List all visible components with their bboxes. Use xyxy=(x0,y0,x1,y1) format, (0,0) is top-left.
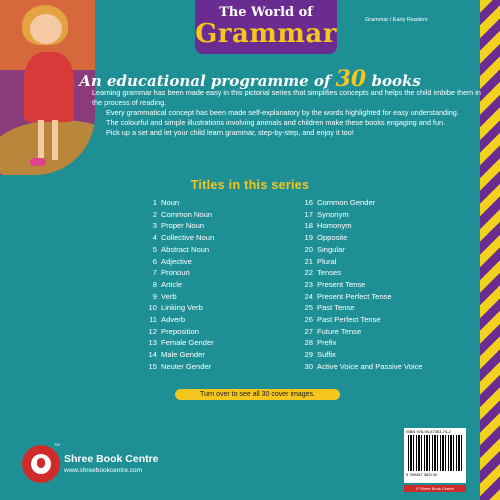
girl-face xyxy=(30,14,62,44)
series-title-item xyxy=(144,256,214,268)
series-title-item xyxy=(144,326,214,338)
title-name: Verb xyxy=(161,291,177,301)
intro-paragraph: The colourful and simple illustrations involving animals and children make these books engaging and fun. xyxy=(106,118,446,127)
title-number: 29 xyxy=(304,350,313,360)
title-number: 20 xyxy=(304,244,313,254)
intro-text xyxy=(92,88,482,138)
title-number: 23 xyxy=(304,279,313,289)
title-number: 4 xyxy=(152,233,157,243)
logo-figure xyxy=(37,458,45,468)
title-number: 17 xyxy=(304,209,313,219)
title-number: 26 xyxy=(304,315,313,325)
series-title-item xyxy=(300,244,423,256)
series-title-item xyxy=(144,279,214,291)
trademark-mark: TM xyxy=(54,442,60,447)
series-title-item xyxy=(300,314,423,326)
series-title-item xyxy=(300,220,423,232)
title-number: 11 xyxy=(149,315,157,325)
title-name: Common Noun xyxy=(161,209,213,219)
banner-line2: Grammar xyxy=(195,19,337,49)
illustration-ground xyxy=(0,120,95,175)
title-name: Neuter Gender xyxy=(161,361,212,371)
title-number: 16 xyxy=(304,198,313,207)
girl-legs xyxy=(38,120,44,160)
copyright-label: © Shree Book Centre xyxy=(404,485,466,492)
title-name: Homonym xyxy=(317,221,352,231)
series-title-item xyxy=(300,326,423,338)
title-name: Abstract Noun xyxy=(161,244,210,254)
title-number: 10 xyxy=(148,303,157,313)
title-name: Singular xyxy=(317,244,345,254)
title-number: 2 xyxy=(152,209,157,219)
title-name: Noun xyxy=(161,198,180,207)
title-name: Active Voice and Passive Voice xyxy=(317,361,423,371)
barcode-bars xyxy=(408,435,462,471)
title-number: 13 xyxy=(148,338,157,348)
title-name: Present Tense xyxy=(317,279,366,289)
title-number: 6 xyxy=(152,256,157,266)
isbn-text: ISBN 978-93-87363-74-2 xyxy=(406,429,451,434)
series-title-item xyxy=(144,337,214,349)
title-number: 15 xyxy=(148,361,157,371)
title-name: Prefix xyxy=(317,338,337,348)
series-title-item xyxy=(300,197,423,209)
series-title-item xyxy=(144,314,214,326)
series-title-item xyxy=(300,232,423,244)
headline-after: books xyxy=(366,72,421,90)
series-title-item xyxy=(144,197,214,209)
girl-shoe xyxy=(30,158,46,166)
title-number: 7 xyxy=(152,268,157,278)
series-title-item xyxy=(144,361,214,373)
title-name: Collective Noun xyxy=(161,233,215,243)
title-name: Suffix xyxy=(317,350,336,360)
series-title-item xyxy=(300,267,423,279)
banner-line1: The World of xyxy=(219,5,313,20)
title-number: 5 xyxy=(152,244,157,254)
series-title-item xyxy=(144,349,214,361)
title-number: 8 xyxy=(152,279,157,289)
title-name: Opposite xyxy=(317,233,348,243)
headline-number: 30 xyxy=(335,66,367,92)
title-number: 27 xyxy=(304,326,313,336)
series-title-item xyxy=(144,302,214,314)
intro-paragraph: Every grammatical concept has been made self-explanatory by the words highlighted for easy understanding. xyxy=(106,108,459,117)
title-number: 9 xyxy=(152,291,157,301)
series-title-item xyxy=(300,302,423,314)
series-title-item xyxy=(144,291,214,303)
publisher-name: Shree Book Centre xyxy=(64,453,159,465)
series-title-item xyxy=(300,256,423,268)
series-title-item xyxy=(300,349,423,361)
series-title-item xyxy=(144,267,214,279)
title-name: Adjective xyxy=(161,256,192,266)
titles-column-left xyxy=(144,197,214,373)
title-number: 1 xyxy=(152,198,157,207)
title-name: Past Tense xyxy=(317,303,355,313)
title-name: Tenses xyxy=(317,268,342,278)
title-name: Synonym xyxy=(317,209,349,219)
title-name: Common Gender xyxy=(317,198,376,207)
series-title-item xyxy=(144,220,214,232)
series-title-item xyxy=(300,337,423,349)
title-name: Adverb xyxy=(161,315,186,325)
publisher-website: www.shreebookcentre.com xyxy=(64,467,143,474)
barcode-digits: 9 789387 363742 xyxy=(406,472,438,477)
titles-column-right xyxy=(300,197,423,373)
title-number: 14 xyxy=(148,350,157,360)
series-title-item xyxy=(300,361,423,373)
series-title-item xyxy=(144,209,214,221)
headline-before: An educational programme of xyxy=(79,72,336,90)
title-number: 3 xyxy=(152,221,157,231)
series-title-item xyxy=(300,291,423,303)
title-name: Future Tense xyxy=(317,326,362,336)
series-title-banner xyxy=(195,0,337,54)
title-name: Present Perfect Tense xyxy=(317,291,392,301)
title-name: Preposition xyxy=(161,326,199,336)
series-title-item xyxy=(144,232,214,244)
title-number: 19 xyxy=(304,233,313,243)
title-number: 22 xyxy=(304,268,313,278)
barcode xyxy=(404,428,466,483)
title-name: Article xyxy=(161,279,183,289)
title-name: Female Gender xyxy=(161,338,214,348)
title-number: 12 xyxy=(148,326,157,336)
title-number: 30 xyxy=(304,361,313,371)
turn-over-callout: Turn over to see all 30 cover images. xyxy=(175,389,340,400)
title-name: Proper Noun xyxy=(161,221,205,231)
title-number: 21 xyxy=(304,256,313,266)
intro-paragraph: Learning grammar has been made easy in this pictorial series that simplifies concepts and helps the child imbibe them in the process of reading. xyxy=(92,88,481,107)
title-number: 24 xyxy=(304,291,313,301)
title-name: Past Perfect Tense xyxy=(317,315,381,325)
series-list-heading: Titles in this series xyxy=(190,178,310,192)
series-title-item xyxy=(300,209,423,221)
title-name: Plural xyxy=(317,256,337,266)
category-label: Grammar / Early Readers xyxy=(365,17,428,23)
title-number: 18 xyxy=(304,221,313,231)
series-title-item xyxy=(144,244,214,256)
title-name: Linking Verb xyxy=(161,303,203,313)
title-number: 25 xyxy=(304,303,313,313)
title-name: Pronoun xyxy=(161,268,190,278)
title-number: 28 xyxy=(304,338,313,348)
intro-paragraph: Pick up a set and let your child learn grammar, step-by-step, and enjoy it too! xyxy=(106,128,354,137)
series-title-item xyxy=(300,279,423,291)
title-name: Male Gender xyxy=(161,350,205,360)
publisher-logo-icon xyxy=(22,445,60,483)
